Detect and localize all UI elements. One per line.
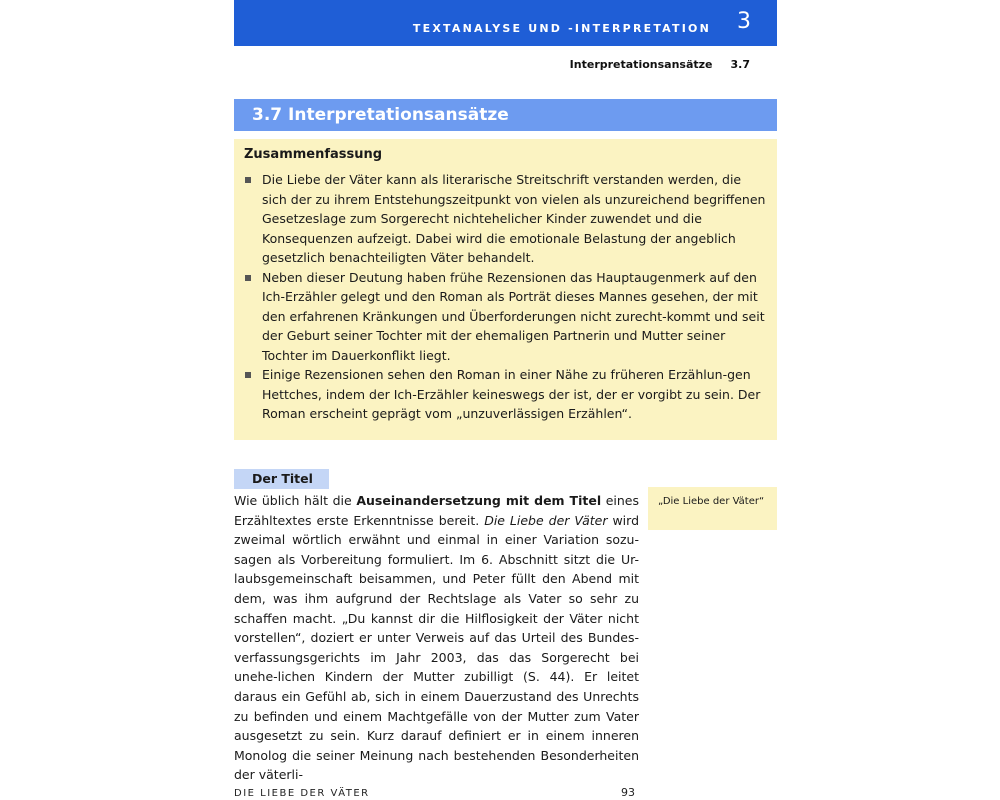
- body-bold-run: Auseinandersetzung mit dem Titel: [356, 493, 602, 508]
- summary-item-text: Neben dieser Deutung haben frühe Rezensionen das Hauptaugenmerk auf den Ich-Erzähler gelegt und den Roman als Porträt dieses Mannes gesehen, der mit den erfahrenen Kränkungen und Überforderungen nicht zurecht-kommt und seit der Geburt seiner Tochter mit der ehemaligen Partnerin und Mutter seiner Tochter im Dauerkonflikt liegt.: [262, 269, 765, 363]
- section-title-bar: [234, 99, 777, 131]
- running-head-section: 3.7: [730, 58, 750, 71]
- summary-item-text: Einige Rezensionen sehen den Roman in einer Nähe zu früheren Erzählun-gen Hettches, indem der Ich-Erzähler keineswegs der ist, der er vorgibt zu sein. Der Roman erscheint geprägt vom „unzuverlässigen Erzählen“.: [262, 367, 761, 421]
- chapter-label: TEXTANALYSE UND -INTERPRETATION: [412, 22, 711, 35]
- square-bullet-icon: [245, 372, 251, 378]
- summary-list: [244, 170, 767, 424]
- running-head: [560, 58, 750, 71]
- page-number: 93: [621, 786, 635, 799]
- square-bullet-icon: [245, 275, 251, 281]
- body-text-run: eines Erzähltextes erste Erkenntnisse bereit.: [234, 493, 640, 528]
- subsection-title: Der Titel: [234, 469, 329, 489]
- summary-item-text: Die Liebe der Väter kann als literarische Streitschrift verstanden werden, die sich der zu ihrem Entstehungszeitpunkt von vielen als unzureichend begriffenen Gesetzeslage zum Sorgerecht nichtehelicher Kinder zuwendet und die Konsequenzen aufzeigt. Dabei wird die emotionale Belastung der angeblich gesetzlich benachteiligten Väter behandelt.: [262, 172, 766, 265]
- margin-note: „Die Liebe der Väter“: [648, 487, 777, 530]
- summary-item: [244, 365, 767, 424]
- running-head-title: Interpretationsansätze: [569, 58, 713, 71]
- square-bullet-icon: [245, 177, 251, 183]
- footer-book-title: DIE LIEBE DER VÄTER: [234, 788, 370, 799]
- body-text-run: wird zweimal wörtlich erwähnt und einmal in einer Variation sozu-sagen als Vorbereitung formuliert. Im 6. Abschnitt sitzt die Ur-laubsgemeinschaft beisammen, und Peter füllt den Abend mit dem, was ihm aufgrund der Rechtslage als Vater so sehr zu schaffen macht. „Du kannst dir die Hilflosigkeit der Väter nicht vorstellen“, doziert er unter Verweis auf das Urteil des Bundes-verfassungsgerichts im Jahr 2003, das das Sorgerecht bei unehe-lichen Kindern der Mutter zubilligt (S. 44). Er leitet daraus ein Gefühl ab, sich in einem Dauerzustand des Unrechts zu befinden und einem Machtgefälle von der Mutter zum Vater ausgesetzt zu sein. Kurz darauf definiert er in einem inneren Monolog die seiner Meinung nach bestehenden Besonderheiten der väterli-: [234, 512, 640, 783]
- chapter-number: 3: [737, 9, 751, 34]
- body-italic-run: Die Liebe der Väter: [484, 512, 608, 528]
- summary-item: [244, 170, 767, 268]
- section-title: 3.7 Interpretationsansätze: [252, 105, 509, 125]
- body-paragraph: [234, 491, 639, 785]
- summary-item: [244, 268, 767, 366]
- chapter-header-bar: [234, 0, 777, 46]
- body-text-run: Wie üblich hält die: [234, 493, 357, 508]
- summary-box: [234, 139, 777, 440]
- summary-heading: Zusammenfassung: [244, 147, 383, 162]
